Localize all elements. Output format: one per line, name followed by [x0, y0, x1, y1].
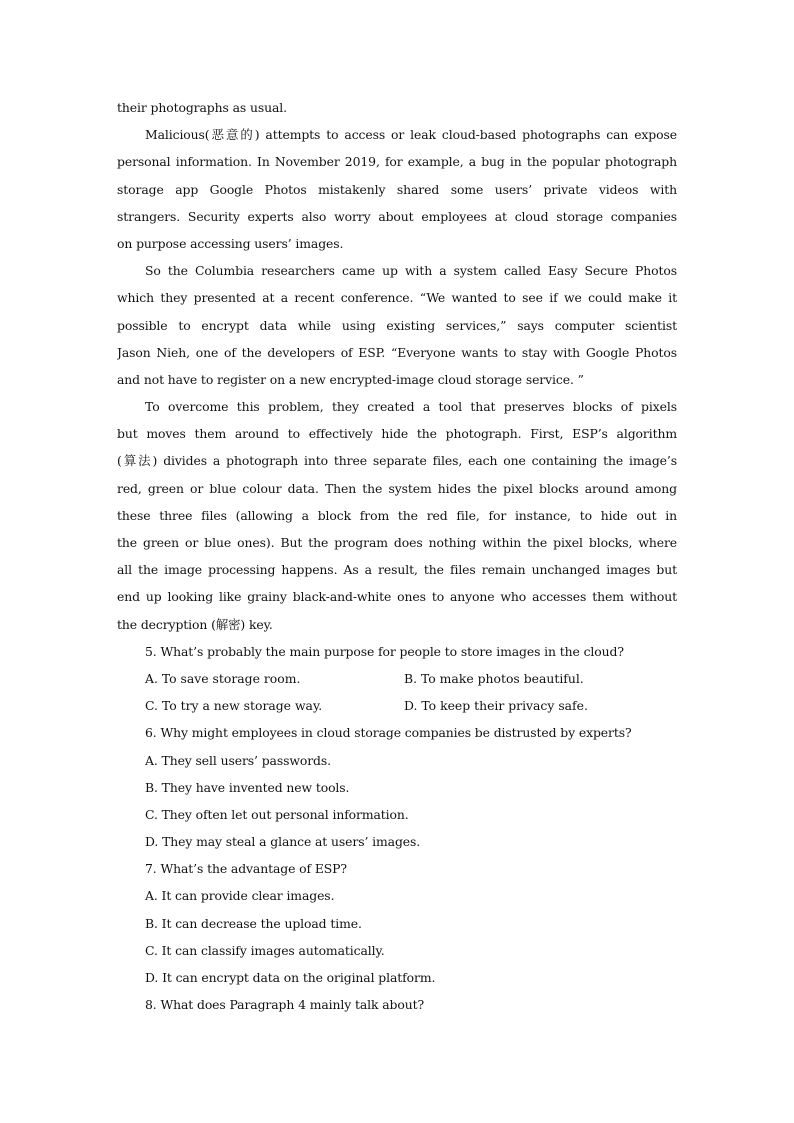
question-8: [117, 991, 677, 1018]
passage-line: and not have to register on a new encrypted-image cloud storage service. ”: [117, 371, 584, 387]
passage-line: these three files (allowing a block from the red file, for instance, to hide out in: [117, 507, 677, 523]
option-c: C. To try a new storage way.: [145, 698, 323, 714]
question-6: [117, 719, 677, 855]
paragraph-pixel-blocks: [117, 393, 677, 638]
option-d: D. It can encrypt data on the original platform.: [145, 970, 436, 985]
option-d: D. They may steal a glance at users’ images.: [145, 834, 421, 850]
paragraph-esp-system: [117, 257, 677, 393]
question-7: [117, 855, 677, 991]
passage-line: on purpose accessing users’ images.: [117, 235, 344, 251]
document-page: [117, 94, 677, 1018]
option-a: A. It can provide clear images.: [145, 888, 335, 904]
passage-line: strangers. Security experts also worry about employees at cloud storage companies: [117, 208, 677, 224]
option-row: [117, 692, 677, 719]
passage-line: the decryption (解密) key.: [117, 616, 273, 632]
option-c: C. It can classify images automatically.: [145, 942, 385, 958]
passage-line: Malicious(恶意的) attempts to access or leak cloud-based photographs can expose: [145, 127, 677, 143]
option-d: D. To keep their privacy safe.: [404, 698, 588, 714]
option-row: [117, 665, 677, 692]
passage-line: (算法) divides a photograph into three separate files, each one containing the image’s: [117, 453, 677, 469]
question-stem: 8. What does Paragraph 4 mainly talk about?: [145, 997, 425, 1013]
passage-line: To overcome this problem, they created a tool that preserves blocks of pixels: [145, 399, 677, 415]
passage-line: possible to encrypt data while using existing services,” says computer scientist: [117, 317, 677, 333]
passage-line: all the image processing happens. As a result, the files remain unchanged images but: [117, 562, 677, 578]
paragraph-malicious-attempts: [117, 121, 677, 257]
option-b: B. To make photos beautiful.: [404, 670, 584, 686]
passage-line: the green or blue ones). But the program does nothing within the pixel blocks, where: [117, 535, 677, 550]
passage-line: their photographs as usual.: [117, 100, 287, 115]
option-a: A. They sell users’ passwords.: [145, 752, 331, 768]
passage-line: personal information. In November 2019, for example, a bug in the popular photograph: [117, 154, 677, 170]
passage-line: end up looking like grainy black-and-white ones to anyone who accesses them without: [117, 589, 677, 605]
option-b: B. It can decrease the upload time.: [145, 915, 362, 931]
option-a: A. To save storage room.: [145, 670, 301, 686]
question-5: [117, 638, 677, 720]
passage-line: but moves them around to effectively hide the photograph. First, ESP’s algorithm: [117, 426, 677, 442]
option-c: C. They often let out personal information.: [145, 806, 409, 822]
question-stem: 7. What’s the advantage of ESP?: [145, 861, 347, 877]
passage-line: which they presented at a recent conference. “We wanted to see if we could make it: [117, 290, 677, 306]
passage-line: So the Columbia researchers came up with a system called Easy Secure Photos: [145, 263, 677, 279]
passage-line: storage app Google Photos mistakenly shared some users’ private videos with: [117, 181, 677, 197]
passage-line: Jason Nieh, one of the developers of ESP. “Everyone wants to stay with Google Photos: [117, 344, 677, 360]
passage-line: red, green or blue colour data. Then the system hides the pixel blocks around among: [117, 480, 677, 496]
option-b: B. They have invented new tools.: [145, 779, 350, 795]
question-stem: 6. Why might employees in cloud storage companies be distrusted by experts?: [145, 725, 632, 741]
question-stem: 5. What’s probably the main purpose for people to store images in the cloud?: [145, 643, 624, 659]
